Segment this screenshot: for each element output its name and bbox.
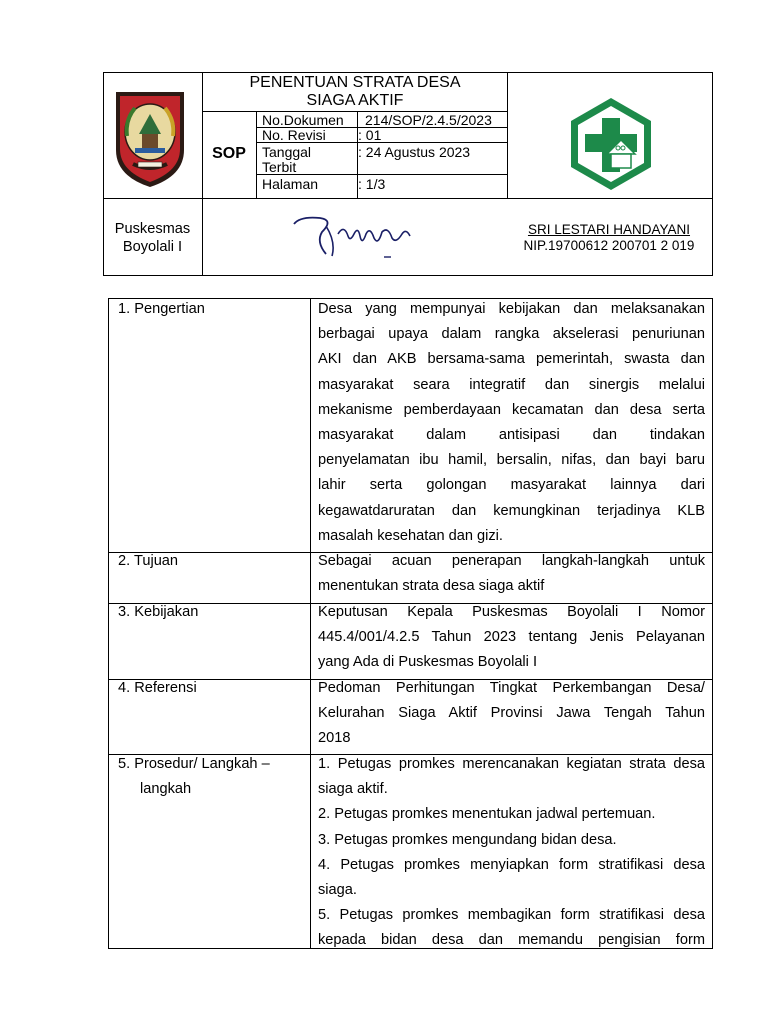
text-line: lahir serta golongan masyarakat lainnya dari — [318, 477, 705, 494]
field-value-no-dokumen: 214/SOP/2.4.5/2023 — [365, 112, 492, 128]
text-line: Kelurahan Siaga Aktif Provinsi Jawa Tengah Tahun — [318, 705, 705, 722]
text-line: 2. Petugas promkes menentukan jadwal pertemuan. — [318, 806, 656, 823]
text-line: siaga. — [318, 882, 357, 899]
section-label-kebijakan: 3. Kebijakan — [118, 604, 199, 620]
text-line: 445.4/001/4.2.5 Tahun 2023 tentang Jenis Pelayanan — [318, 629, 705, 646]
text-line: siaga aktif. — [318, 781, 388, 798]
field-value-no-revisi: : 01 — [358, 127, 382, 143]
text-line: 2018 — [318, 730, 351, 747]
unit-name-line1: Puskesmas — [114, 221, 191, 237]
text-line: 1. Petugas promkes merencanakan kegiatan strata desa — [318, 756, 705, 772]
section-label-prosedur: 5. Prosedur/ Langkah – — [118, 756, 270, 772]
boyolali-emblem-icon — [113, 90, 187, 188]
field-value-tanggal-terbit: : 24 Agustus 2023 — [358, 144, 471, 160]
text-line: AKI dan AKB bersama-sama pemerintah, swasta dan — [318, 351, 705, 368]
text-line: kegawatdaruratan dan kemungkinan terjadinya KLB — [318, 502, 705, 519]
signer-name: SRI LESTARI HANDAYANI — [527, 222, 691, 237]
text-line: yang Ada di Puskesmas Boyolali I — [318, 654, 538, 671]
signature-image — [292, 212, 422, 262]
text-line: 3. Petugas promkes mengundang bidan desa. — [318, 831, 617, 848]
section-label-referensi: 4. Referensi — [118, 680, 197, 696]
text-line: kepada bidan desa dan memandu pengisian form — [318, 932, 705, 949]
section-content-tujuan — [318, 549, 705, 599]
section-content-referensi — [318, 676, 705, 752]
text-line: Sebagai acuan penerapan langkah-langkah untuk — [318, 553, 705, 569]
text-line: mekanisme pemberdayaan kecamatan dan desa serta — [318, 401, 705, 418]
puskesmas-logo-icon — [563, 96, 659, 192]
section-content-kebijakan — [318, 600, 705, 676]
document-title-line2: SIAGA AKTIF — [306, 92, 404, 109]
section-content-prosedur — [318, 752, 705, 954]
unit-name-line2: Boyolali I — [122, 239, 183, 255]
text-line: masyarakat dalam antisipasi dan tindakan — [318, 427, 705, 444]
text-line: Keputusan Kepala Puskesmas Boyolali I Nomor — [318, 604, 705, 620]
field-value-halaman: : 1/3 — [358, 176, 386, 192]
text-line: berbagai upaya dalam rangka akselerasi penuriunan — [318, 326, 705, 343]
text-line: masyarakat seara integratif dan sinergis melalui — [318, 376, 705, 393]
text-line: penyelamatan ibu hamil, bersalin, nifas, dan bayi baru — [318, 452, 705, 469]
text-line: 4. Petugas promkes menyiapkan form stratifikasi desa — [318, 856, 705, 873]
text-line: menentukan strata desa siaga aktif — [318, 578, 545, 595]
text-line: Pedoman Perhitungan Tingkat Perkembangan Desa/ — [318, 680, 705, 696]
text-line: masalah kesehatan dan gizi. — [318, 527, 503, 544]
section-label-prosedur-line2: langkah — [140, 781, 192, 797]
field-label-tanggal: Tanggal — [262, 144, 312, 160]
text-line: 5. Petugas promkes membagikan form stratifikasi desa — [318, 907, 705, 924]
section-label-pengertian: 1. Pengertian — [118, 301, 205, 317]
section-content-pengertian — [318, 297, 705, 549]
text-line: Desa yang mempunyai kebijakan dan melaksanakan — [318, 301, 705, 317]
field-label-no-dokumen: No.Dokumen — [262, 112, 344, 128]
section-label-tujuan: 2. Tujuan — [118, 553, 179, 569]
field-label-no-revisi: No. Revisi — [262, 127, 326, 143]
field-label-halaman: Halaman — [262, 176, 319, 192]
signer-nip: NIP.19700612 200701 2 019 — [523, 238, 695, 253]
document-title-line1: PENENTUAN STRATA DESA — [249, 74, 461, 91]
field-label-terbit: Terbit — [262, 159, 297, 175]
sop-label: SOP — [212, 145, 246, 162]
